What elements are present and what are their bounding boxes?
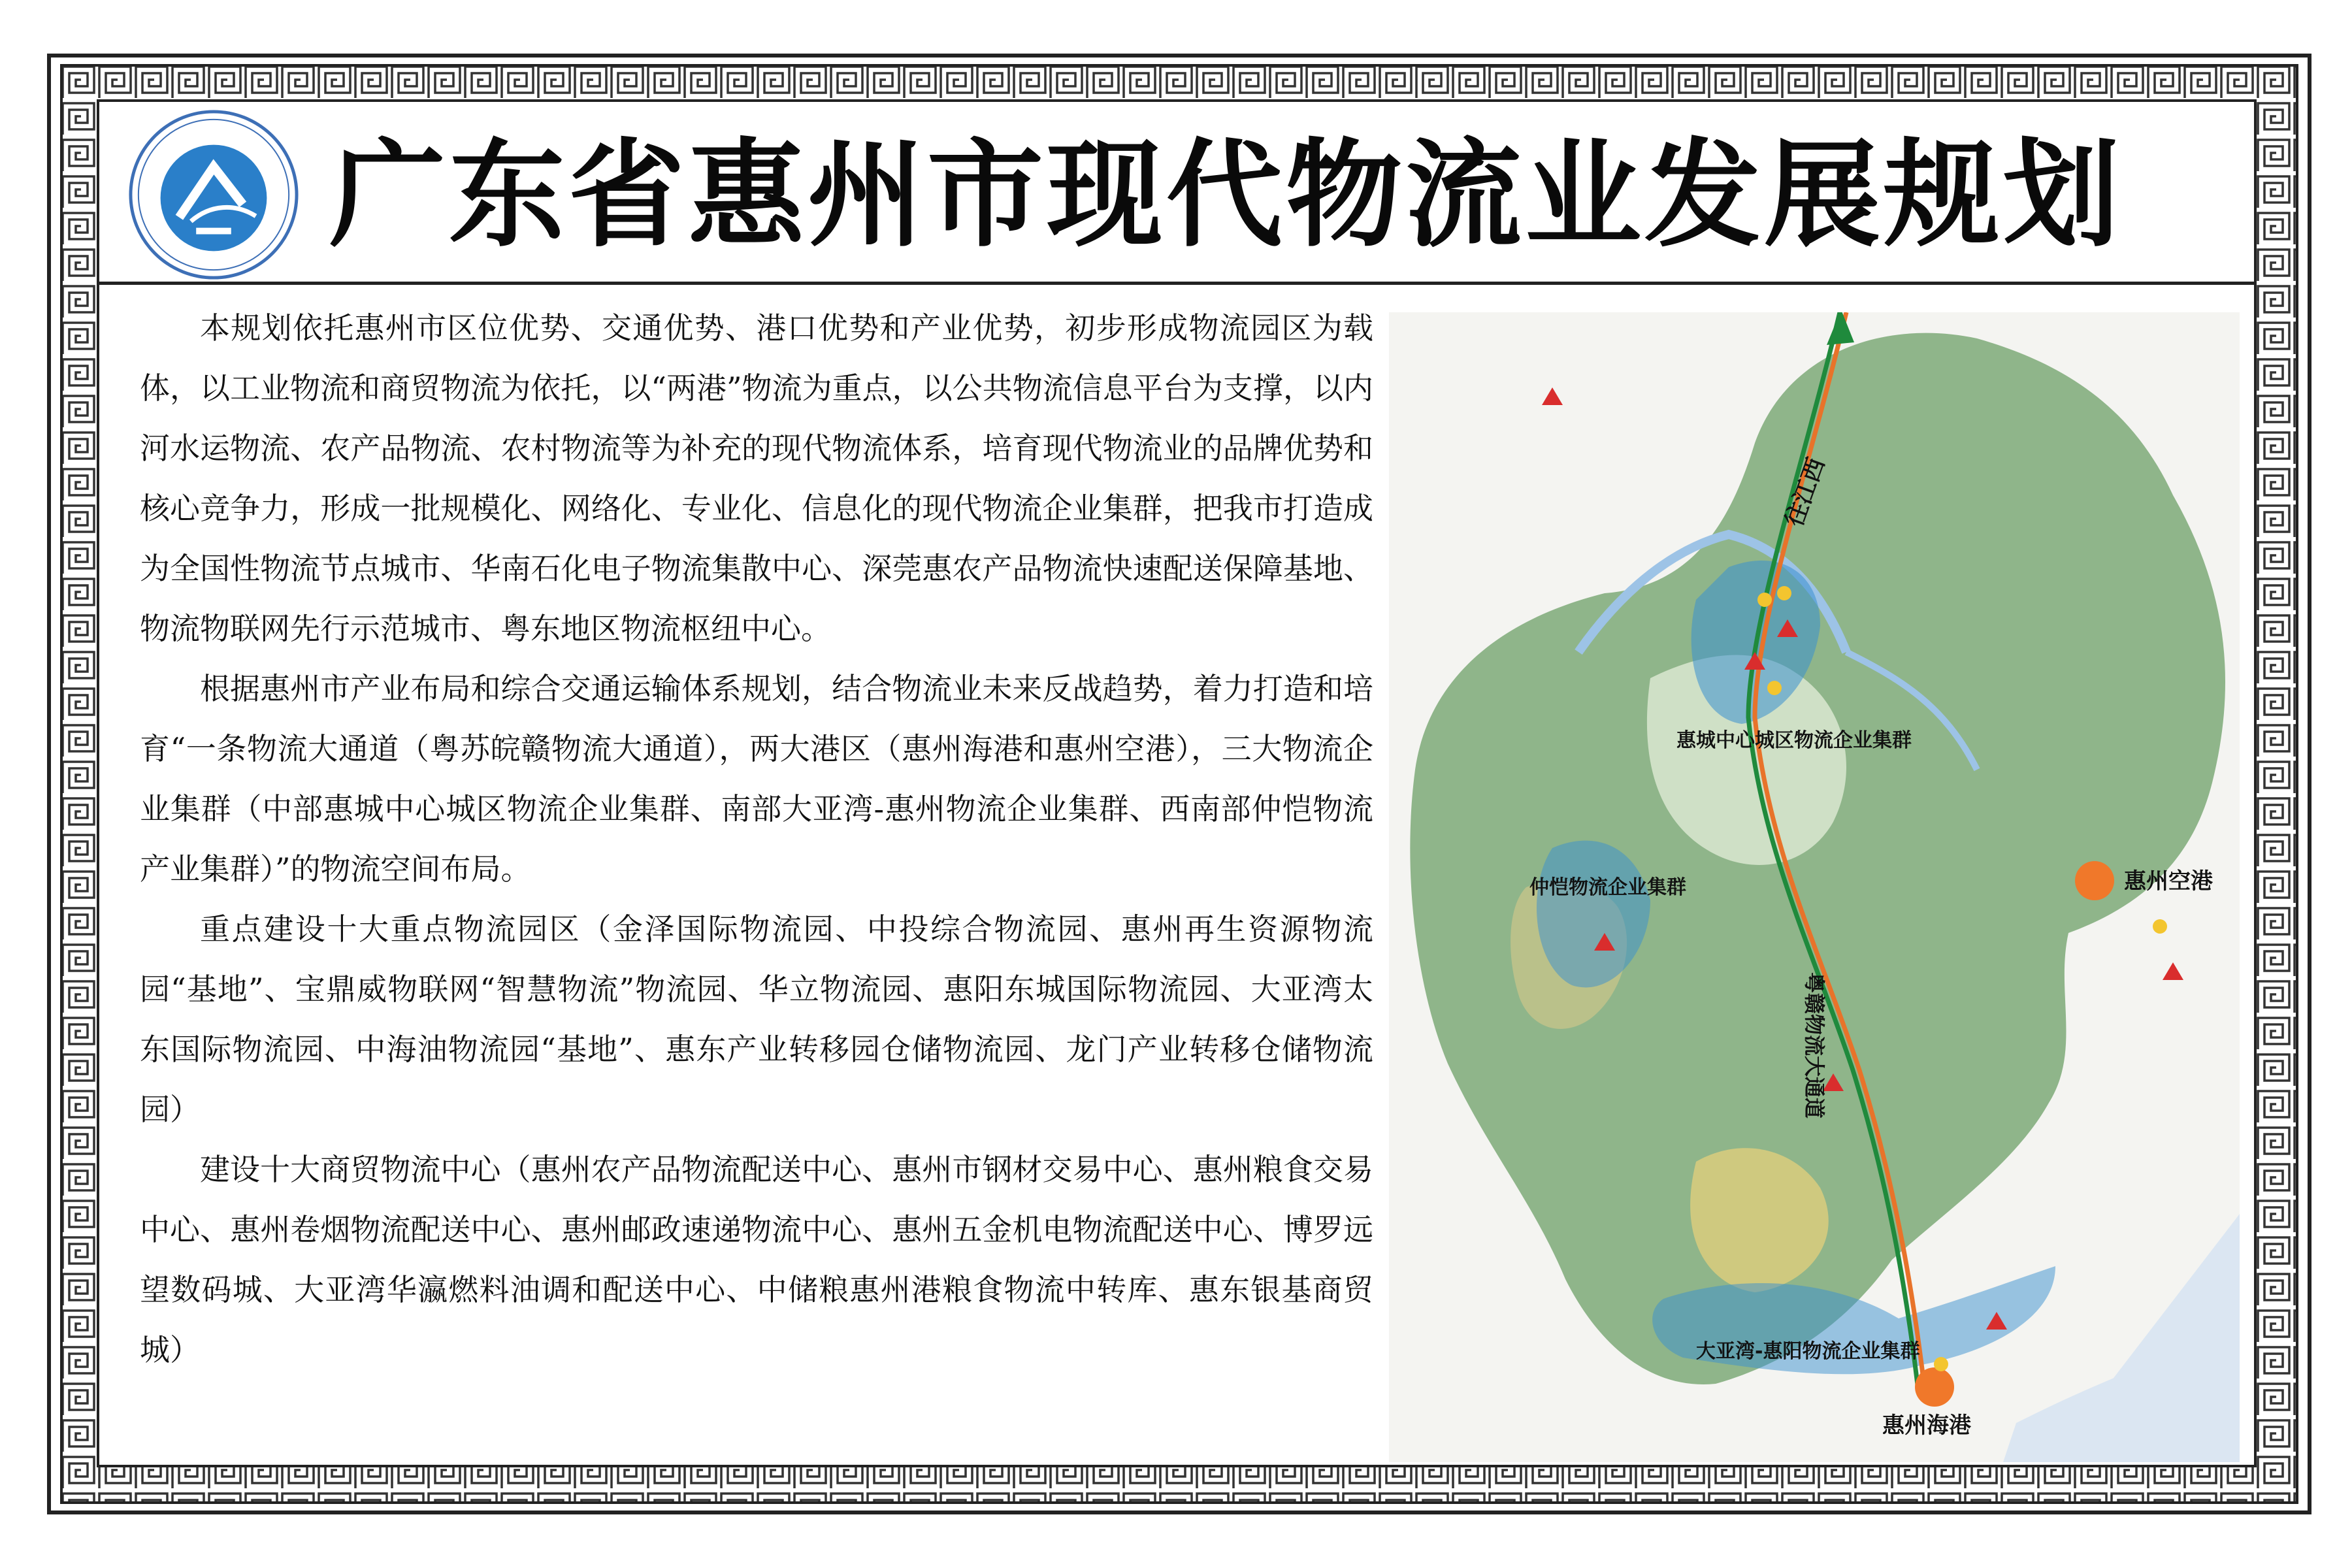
map-label-airport: 惠州空港 [2124,868,2213,894]
seaport-hub-marker [1915,1367,1954,1407]
map-label-huicheng-cluster: 惠城中心城区物流企业集群 [1676,729,1912,752]
paragraph-spatial-layout: 根据惠州市产业布局和综合交通运输体系规划，结合物流业未来反战趋势，着力打造和培育“一条物流大通道（粤苏皖赣物流大通道），两大港区（惠州海港和惠州空港），三大物流企业集群（中部惠城中心城区物流企业集群、南部大亚湾-惠州物流企业集群、西南部仲恺物流产业集群）”的物流空间布局。 [140,671,1373,887]
trade-center-icon [1934,1357,1948,1371]
map-label-dayawan-cluster: 大亚湾-惠阳物流企业集群 [1696,1340,1920,1363]
airport-hub-marker [2075,861,2114,900]
association-logo-icon [125,107,302,282]
map-label-to-jiangxi: 往江西 [1780,454,1831,531]
trade-center-icon [1757,593,1772,607]
map-label-zhongkai-cluster: 仲恺物流企业集群 [1529,876,1686,899]
map-label-seaport: 惠州海港 [1882,1413,1971,1439]
trade-center-icon [1777,586,1791,600]
paragraph-trade-centers: 建设十大商贸物流中心（惠州农产品物流配送中心、惠州市钢材交易中心、惠州粮食交易中心、惠州卷烟物流配送中心、惠州邮政速递物流中心、惠州五金机电物流配送中心、博罗远望数码城、大亚湾华瀛燃料油调和配送中心、中储粮惠州港粮食物流中转库、惠东银基商贸城） [140,1152,1373,1367]
content-panel [97,99,2257,1467]
paragraph-logistics-parks: 重点建设十大重点物流园区（金泽国际物流园、中投综合物流园、惠州再生资源物流园“基地”、宝鼎威物联网“智慧物流”物流园、华立物流园、惠阳东城国际物流园、大亚湾太东国际物流园、中海油物流园“基地”、惠东产业转移园仓储物流园、龙门产业转移仓储物流园） [140,911,1373,1127]
trade-center-icon [1767,681,1782,695]
header [99,102,2254,282]
paragraph-overview: 本规划依托惠州市区位优势、交通优势、港口优势和产业优势，初步形成物流园区为载体，以工业物流和商贸物流为依托，以“两港”物流为重点，以公共物流信息平台为支撑，以内河水运物流、农产品物流、农村物流等为补充的现代物流体系，培育现代物流业的品牌优势和核心竞争力，形成一批规模化、网络化、专业化、信息化的现代物流企业集群，把我市打造成为全国性物流节点城市、华南石化电子物流集散中心、深莞惠农产品物流快速配送保障基地、物流物联网先行示范城市、粤东地区物流枢纽中心。 [140,310,1373,646]
header-divider [99,282,2254,285]
map-label-corridor: 粤赣物流大通道 [1802,972,1827,1119]
page-title: 广东省惠州市现代物流业发展规划 [329,126,2123,263]
map-graphic [1389,312,2240,1462]
body-text [140,298,1373,1435]
logistics-map [1389,312,2240,1462]
trade-center-icon [2153,919,2167,934]
